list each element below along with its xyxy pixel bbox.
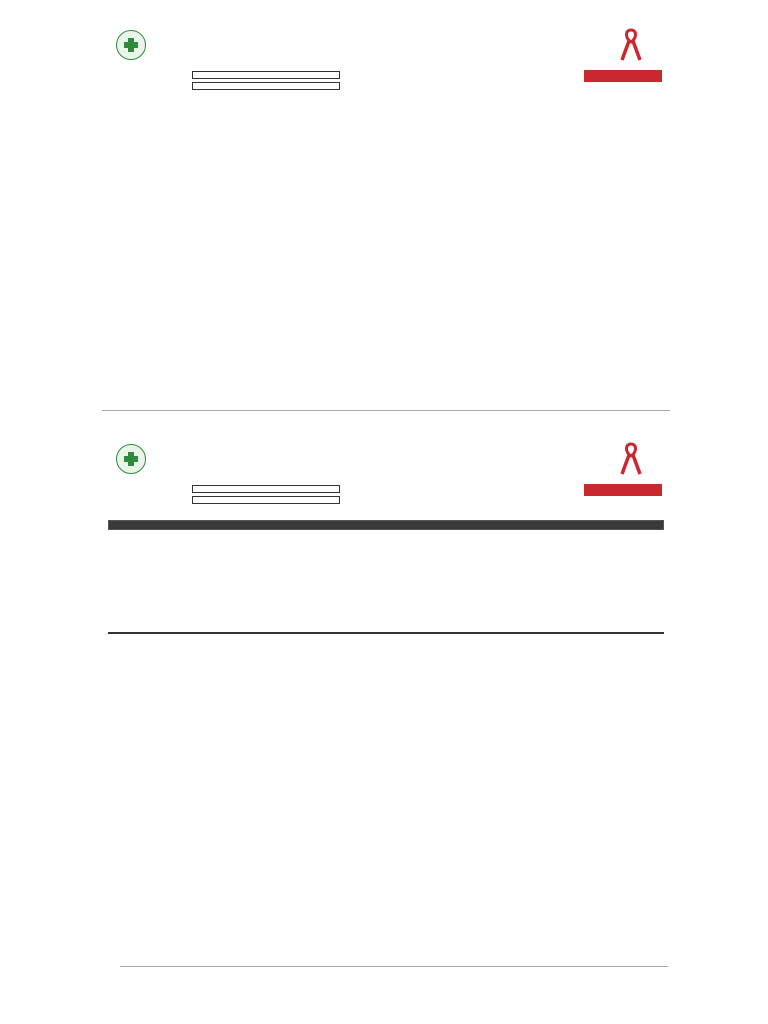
register-input[interactable] bbox=[192, 82, 340, 90]
end-separator bbox=[108, 632, 664, 637]
section-title bbox=[109, 521, 663, 529]
red-ribbon-icon bbox=[620, 442, 642, 476]
form-page-2 bbox=[102, 440, 670, 646]
register-row bbox=[102, 81, 670, 92]
page1-footer bbox=[102, 410, 670, 418]
medical-record-input[interactable] bbox=[192, 71, 340, 79]
page2-footer bbox=[120, 966, 668, 974]
form-header bbox=[102, 26, 670, 70]
register-input[interactable] bbox=[192, 496, 340, 504]
medical-record-row bbox=[102, 70, 670, 81]
kemenkes-logo-icon bbox=[116, 30, 146, 60]
red-ribbon-icon bbox=[620, 28, 642, 62]
medical-record-input[interactable] bbox=[192, 485, 340, 493]
post-test-section bbox=[108, 520, 664, 530]
kemenkes-logo-icon bbox=[116, 444, 146, 474]
form-header-2 bbox=[102, 440, 670, 484]
register-row bbox=[102, 495, 670, 506]
form-page-1 bbox=[102, 26, 670, 418]
medical-record-row bbox=[102, 484, 670, 495]
